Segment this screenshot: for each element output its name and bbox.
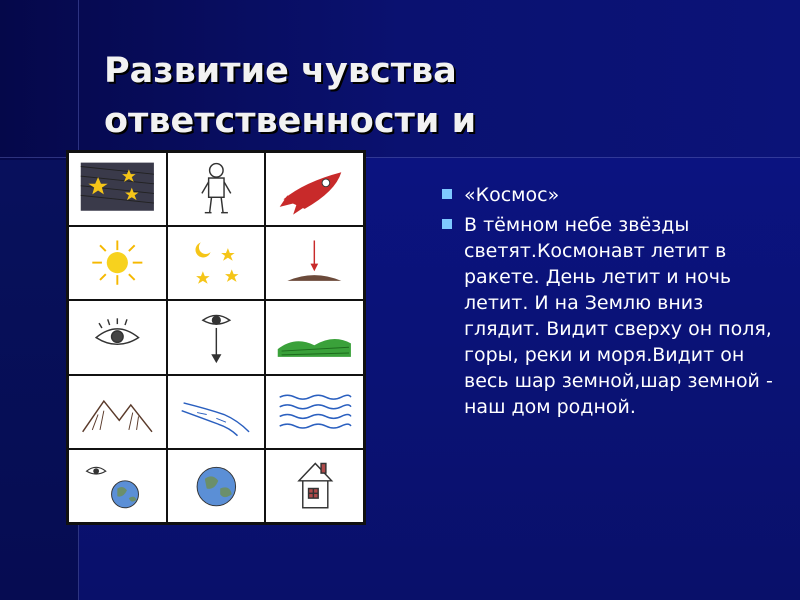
bullet-item [440, 212, 780, 420]
slide-title: Развитие чувства ответственности и [104, 51, 477, 141]
sun-icon [68, 226, 167, 300]
rocket-icon [265, 152, 364, 226]
globe-icon [167, 449, 266, 523]
eye-looking-down-icon [167, 300, 266, 374]
bullet-text: В тёмном небе звёзды светят.Космонавт летит в ракете. День летит и ночь летит. И на Землю вниз глядит. Видит сверху он поля, горы, реки и моря.Видит он весь шар земной,шар земной - наш дом родной. [464, 214, 773, 418]
river-icon [167, 375, 266, 449]
bullet-text: «Космос» [464, 184, 560, 206]
cosmonaut-icon [167, 152, 266, 226]
house-icon [265, 449, 364, 523]
starry-sky-icon [68, 152, 167, 226]
moon-stars-icon [167, 226, 266, 300]
bullet-square-icon [442, 219, 452, 229]
eye-globe-icon [68, 449, 167, 523]
bullet-item [440, 182, 780, 208]
landing-arrow-icon [265, 226, 364, 300]
bullet-list [440, 182, 780, 424]
fields-icon [265, 300, 364, 374]
sea-waves-icon [265, 375, 364, 449]
mountains-icon [68, 375, 167, 449]
bullet-square-icon [442, 189, 452, 199]
pictogram-grid [66, 150, 366, 525]
eye-icon [68, 300, 167, 374]
